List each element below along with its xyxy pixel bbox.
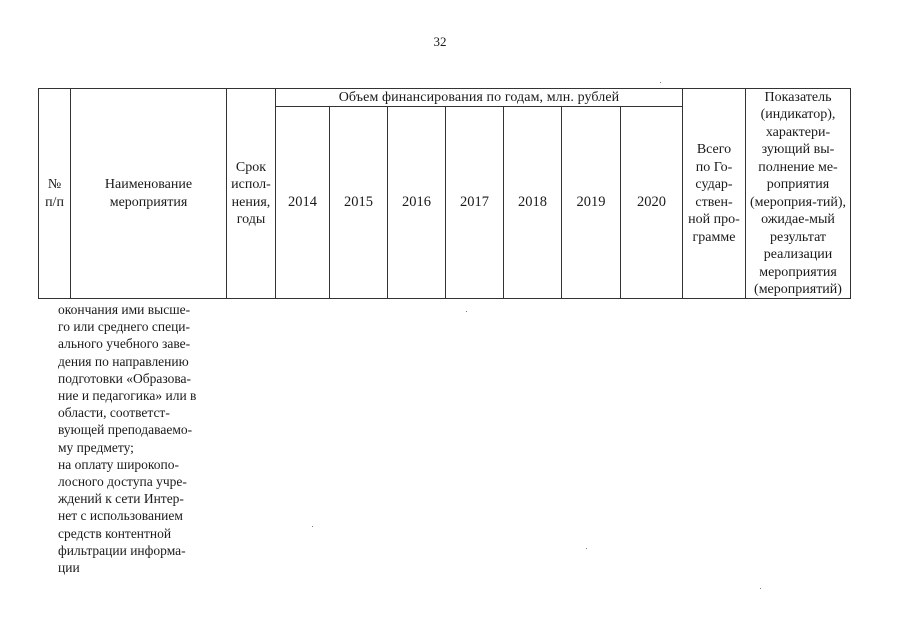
header-name (71, 89, 226, 298)
header-year-text: 2020 (637, 194, 666, 211)
header-year (276, 107, 329, 298)
text-line: ального учебного заве- (58, 336, 191, 352)
scan-speck (760, 588, 761, 589)
header-name-text: Наименование мероприятия (104, 177, 193, 210)
continuation-text (58, 301, 228, 576)
text-line: ние и педагогика» или в (58, 388, 197, 404)
scan-speck (586, 548, 587, 549)
header-number-text: № п/п (45, 177, 64, 210)
header-term-text: Срок испол-нения, годы (231, 159, 271, 227)
header-year (330, 107, 387, 298)
header-indicator (746, 89, 850, 298)
header-indicator-text: Показатель (индикатор), характери-зующий вы-полнение ме-роприятия (мероприя-тий), ожидае-мый результат реализации мероприятия (мероприятий) (749, 89, 847, 297)
header-year (504, 107, 561, 298)
text-line: вующей преподаваемо- (58, 422, 193, 438)
header-year (621, 107, 682, 298)
scan-speck (466, 311, 467, 312)
text-line: окончания ими высше- (58, 302, 191, 317)
text-line: подготовки «Образова- (58, 370, 192, 386)
header-year-text: 2018 (518, 194, 547, 211)
text-line: средств контентной (58, 525, 172, 541)
header-year-text: 2016 (402, 194, 431, 211)
header-year-text: 2015 (344, 194, 373, 211)
table-header (38, 88, 851, 299)
header-financing-group-text: Объем финансирования по годам, млн. рублей (338, 89, 620, 105)
text-line: области, соответст- (58, 405, 170, 421)
header-number (39, 89, 70, 298)
text-line: фильтрации информа- (58, 542, 186, 558)
page-number: 32 (433, 34, 447, 49)
header-year-text: 2019 (576, 194, 606, 211)
header-financing-group (276, 89, 682, 106)
text-line: дения по направлению (58, 353, 189, 369)
header-year (446, 107, 503, 298)
header-year-text: 2014 (288, 194, 317, 211)
header-term (227, 89, 275, 298)
scan-speck (660, 82, 661, 83)
scan-speck (312, 526, 313, 527)
header-year (388, 107, 445, 298)
text-line: ждений к сети Интер- (58, 491, 184, 507)
header-total-text: Всего по Го-судар-ствен-ной про-грамме (688, 142, 740, 245)
text-line: му предмету; (58, 439, 134, 455)
header-year-text: 2017 (460, 194, 489, 211)
text-line: го или среднего специ- (58, 319, 191, 335)
header-year (562, 107, 620, 298)
text-line: лосного доступа учре- (58, 474, 187, 490)
header-total (683, 89, 745, 298)
text-line: нет с использованием (58, 508, 183, 524)
text-line: ции (58, 560, 80, 576)
text-line: на оплату широкопо- (58, 456, 180, 472)
